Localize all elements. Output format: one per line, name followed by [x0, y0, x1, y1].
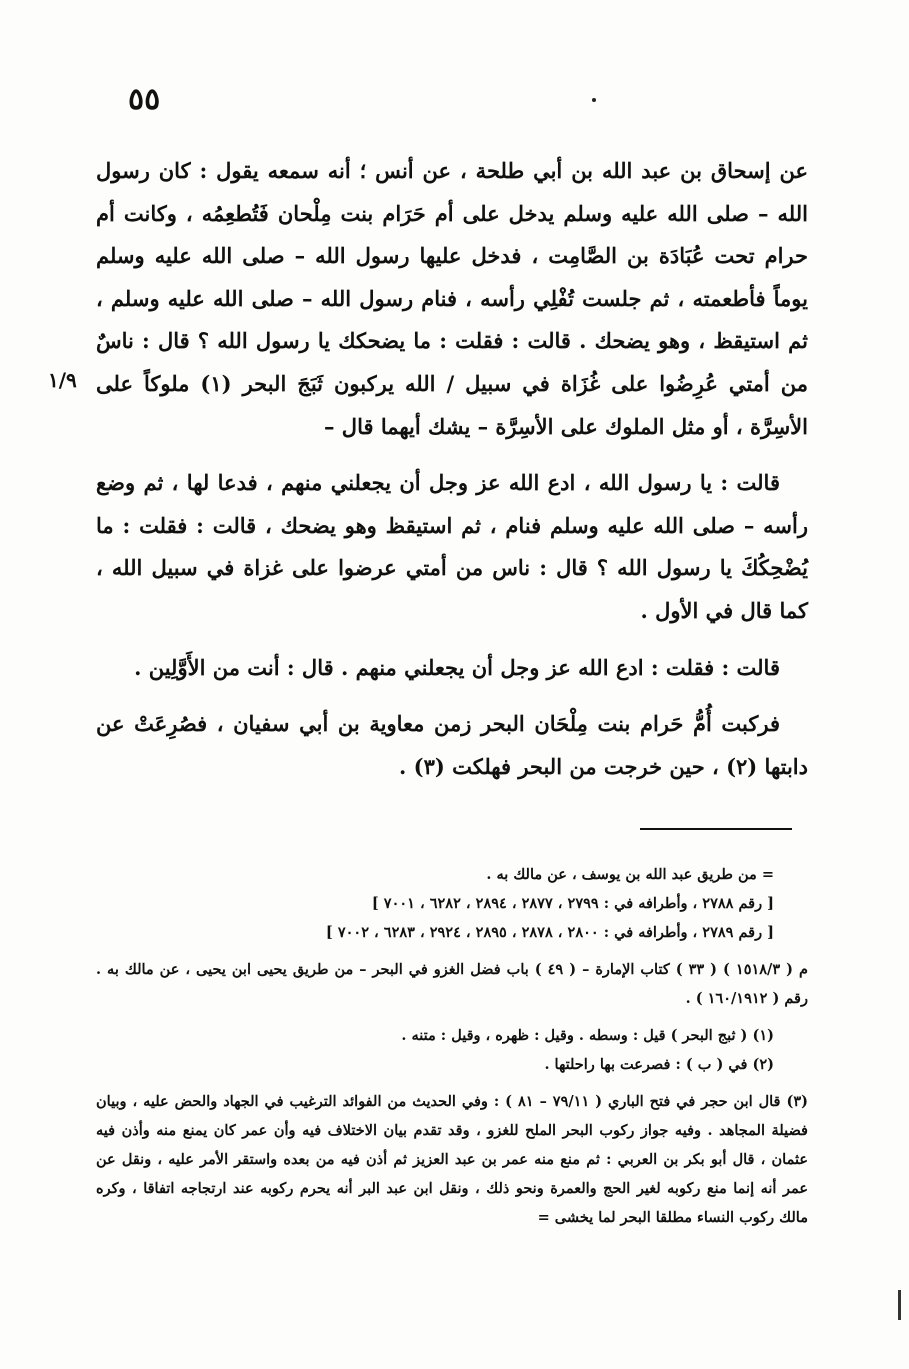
hadith-paragraph-4: فركبت أُمُّ حَرام بنت مِلْحَان البحر زمن معاوية بن أبي سفيان ، فصُرِعَتْ عن دابتها (٢) ، حين خرجت من البحر فهلكت (٣) . — [96, 711, 808, 779]
scan-edge-mark — [898, 1290, 901, 1320]
hadith-paragraph-1: عن إسحاق بن عبد الله بن أبي طلحة ، عن أنس ؛ أنه سمعه يقول : كان رسول الله – صلى الله عليه وسلم يدخل على أم حَرَام بنت مِلْحان فَتُطعِمُه ، وكانت أم حرام تحت عُبَادَة بن الصَّامِت ، فدخل عليها رسول الله – صلى الله عليه وسلم يوماً فأطعمته ، ثم جلست تُفْلِي رأسه ، فنام رسول الله – صلى الله عليه وسلم ، ثم استيقظ ، وهو يضحك . قالت : فقلت : ما يضحكك يا رسول الله ؟ قال : ناسٌ من أمتي عُرِضُوا على غُزَاة في سبيل / الله يركبون ثَبَجَ البحر (١) ملوكاً على الأسِرَّة ، أو مثل الملوك على الأسِرَّة – يشك أيهما قال – — [96, 158, 808, 439]
footnote-3: (٣) قال ابن حجر في فتح الباري ( ٧٩/١١ – ٨١ ) : وفي الحديث من الفوائد الترغيب في الجهاد والحض عليه ، وبيان فضيلة المجاهد . وفيه جواز ركوب البحر الملح للغزو ، وقد تقدم بيان الاختلاف فيه وأن عمر كان يمنع منه وأذن فيه عثمان ، قال أبو بكر بن العربي : ثم منع منه عمر بن عبد العزيز ثم أذن فيه من بعده واستقر الأمر عليه ، ونقل عن عمر أنه إنما منع ركوبه لغير الحج والعمرة ونحو ذلك ، ونقل ابن عبد البر أنه يحرم ركوبه عند ارتجاجه اتفاقا ، وكره مالك ركوب النساء مطلقا البحر لما يخشى = — [96, 1093, 808, 1226]
page-number: ٥٥ — [128, 82, 161, 117]
footnotes — [96, 860, 808, 1232]
footnote-2: (٢) في ( ب ) : فصرعت بها راحلتها . — [544, 1056, 774, 1073]
scan-speck — [592, 98, 596, 102]
footnote-separator — [640, 828, 792, 830]
source-line-3: [ رقم ٢٧٨٩ ، وأطرافه في : ٢٨٠٠ ، ٢٨٧٨ ، ٢٨٩٥ ، ٢٩٢٤ ، ٦٢٨٣ ، ٧٠٠٢ ] — [325, 924, 774, 941]
source-line-1: = من طريق عبد الله بن يوسف ، عن مالك به . — [486, 866, 774, 883]
footnote-1: (١) ( ثبج البحر ) قيل : وسطه . وقيل : ظهره ، وقيل : متنه . — [401, 1027, 774, 1044]
margin-folio-note: ١/٩ — [48, 368, 77, 392]
muslim-reference: م ( ١٥١٨/٣ ) ( ٣٣ ) كتاب الإمارة – ( ٤٩ ) باب فضل الغزو في البحر – من طريق يحيى ابن يحيى ، عن مالك به . رقم ( ١٦٠/١٩١٢ ) . — [96, 961, 808, 1007]
source-line-2: [ رقم ٢٧٨٨ ، وأطرافه في : ٢٧٩٩ ، ٢٨٧٧ ، ٢٨٩٤ ، ٦٢٨٢ ، ٧٠٠١ ] — [371, 895, 774, 912]
hadith-paragraph-2: قالت : يا رسول الله ، ادع الله عز وجل أن يجعلني منهم ، فدعا لها ، ثم وضع رأسه – صلى الله عليه وسلم فنام ، ثم استيقظ وهو يضحك ، قالت : فقلت : ما يُضْحِكُكَ يا رسول الله ؟ قال : ناس من أمتي عرضوا على غزاة في سبيل الله ، كما قال في الأول . — [96, 470, 808, 623]
hadith-body — [96, 150, 808, 788]
hadith-paragraph-3: قالت : فقلت : ادع الله عز وجل أن يجعلني منهم . قال : أنت من الأَوَّلِين . — [134, 654, 780, 680]
